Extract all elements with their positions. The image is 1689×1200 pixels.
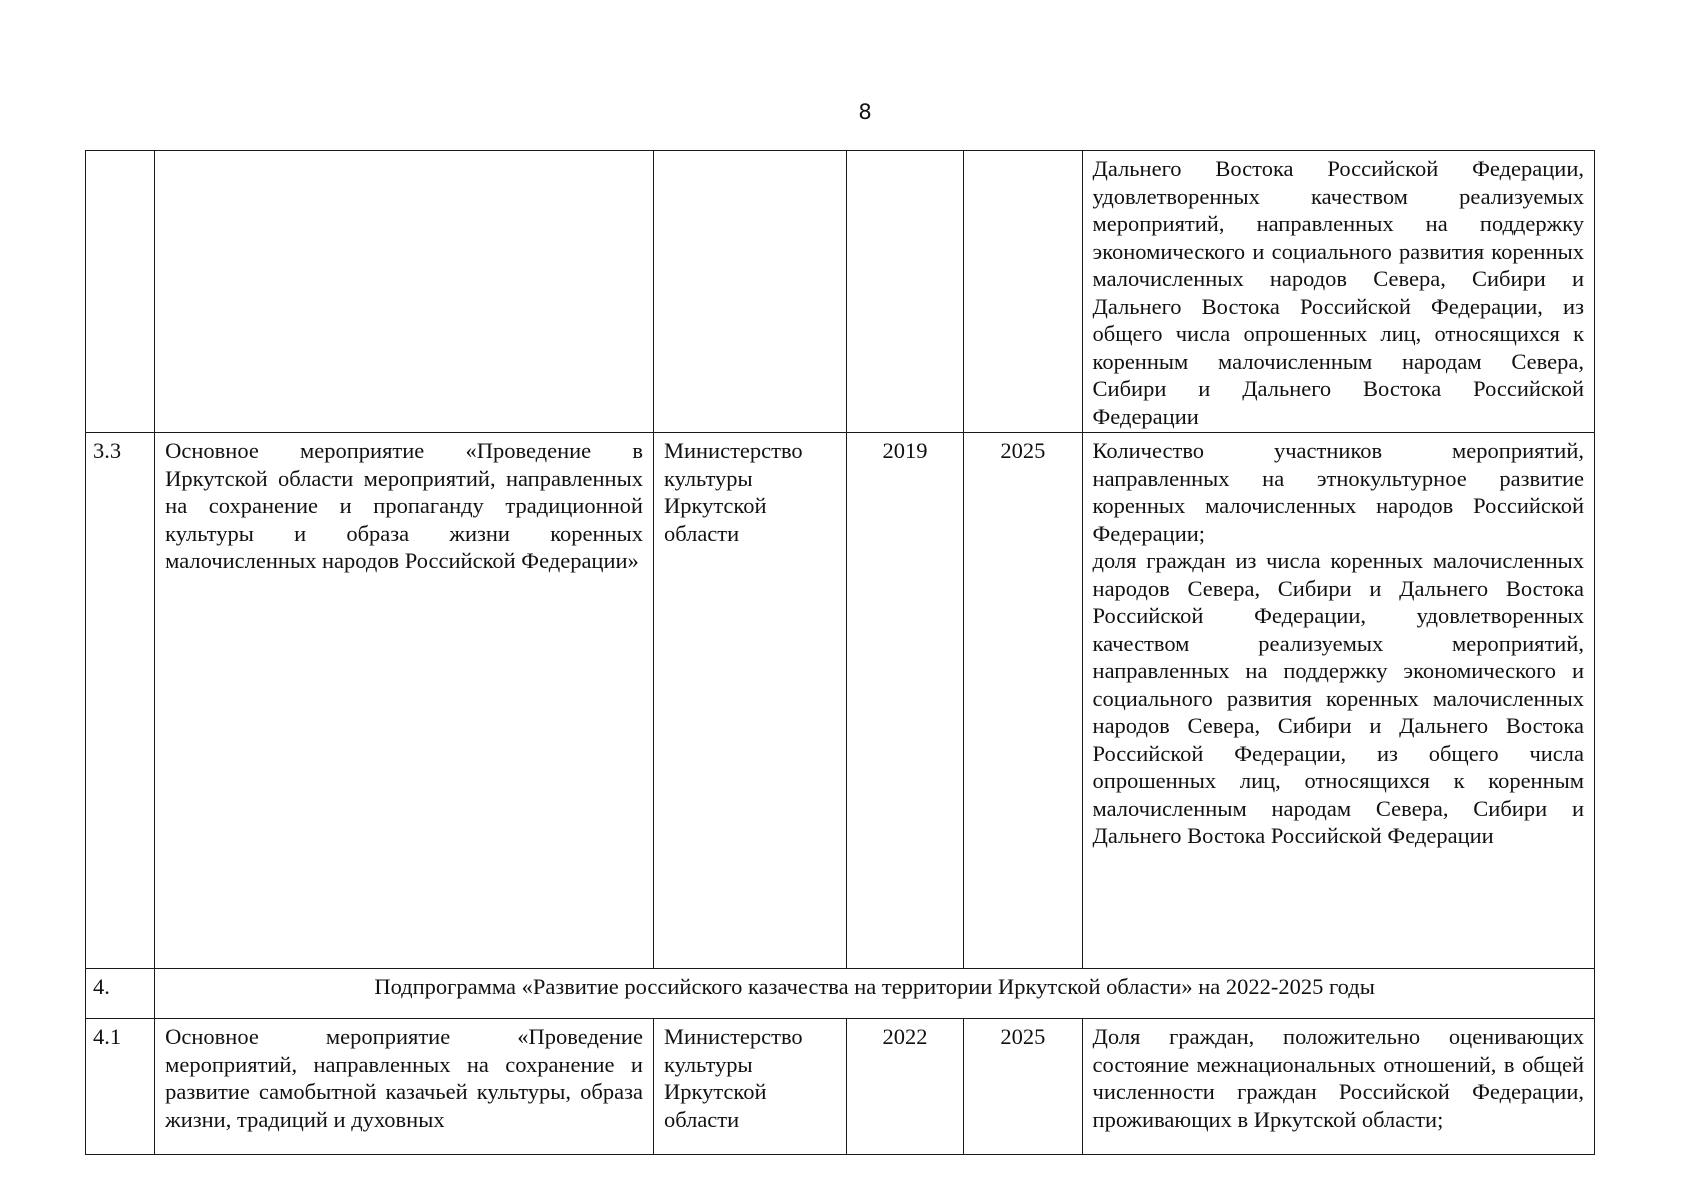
executor-cell: Министерство культуры Иркутской области [653, 1019, 846, 1155]
event-cell [155, 151, 654, 433]
start-year-cell: 2019 [846, 433, 963, 969]
table-row-continuation [86, 151, 1595, 433]
end-year-cell [964, 151, 1082, 433]
end-year-cell: 2025 [964, 1019, 1082, 1155]
executor-cell: Министерство культуры Иркутской области [653, 433, 846, 969]
indicator-text: Количество участников мероприятий, направленных на этнокультурное развитие коренных малочисленных народов Российской Федерации; [1092, 438, 1584, 546]
event-cell: Основное мероприятие «Проведение мероприятий, направленных на сохранение и развитие самобытной казачьей культуры, образа жизни, традиций и духовных [155, 1019, 654, 1155]
program-table [85, 150, 1595, 1155]
table-row-3-3 [86, 433, 1595, 969]
indicators-cell [1082, 1019, 1594, 1155]
table-row-4-1 [86, 1019, 1595, 1155]
table-row-subprogram-4 [86, 969, 1595, 1019]
indicator-text: Доля граждан, положительно оценивающих состояние межнациональных отношений, в общей численности граждан Российской Федерации, проживающих в Иркутской области; [1092, 1024, 1584, 1132]
subprogram-title: Подпрограмма «Развитие российского казачества на территории Иркутской области» на 2022-2025 годы [155, 969, 1595, 1019]
indicator-text: доля граждан из числа коренных малочисленных народов Севера, Сибири и Дальнего Востока Российской Федерации, удовлетворенных качеством реализуемых мероприятий, направленных на поддержку экономического и социального развития коренных малочисленных народов Севера, Сибири и Дальнего Востока Российской Федерации, из общего числа опрошенных лиц, относящихся к коренным малочисленным народам Севера, Сибири и Дальнего Востока Российской Федерации [1092, 548, 1584, 848]
executor-cell [653, 151, 846, 433]
event-cell: Основное мероприятие «Проведение в Иркутской области мероприятий, направленных на сохранение и пропаганду традиционной культуры и образа жизни коренных малочисленных народов Российской Федерации» [155, 433, 654, 969]
row-number-cell: 4. [86, 969, 155, 1019]
row-number-cell [86, 151, 155, 433]
start-year-cell: 2022 [846, 1019, 963, 1155]
indicator-text: Дальнего Востока Российской Федерации, удовлетворенных качеством реализуемых мероприятий, направленных на поддержку экономического и социального развития коренных малочисленных народов Севера, Сибири и Дальнего Востока Российской Федерации, из общего числа опрошенных лиц, относящихся к коренным малочисленным народам Севера, Сибири и Дальнего Востока Российской Федерации [1092, 156, 1584, 429]
indicators-cell [1082, 433, 1594, 969]
page-number: 8 [858, 100, 872, 124]
indicators-cell [1082, 151, 1594, 433]
start-year-cell [846, 151, 963, 433]
row-number-cell: 3.3 [86, 433, 155, 969]
end-year-cell: 2025 [964, 433, 1082, 969]
row-number-cell: 4.1 [86, 1019, 155, 1155]
